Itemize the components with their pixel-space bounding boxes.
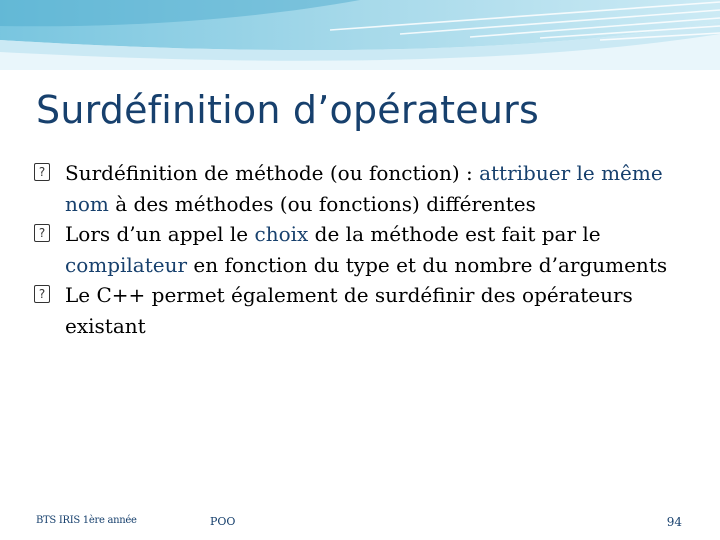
bullet-text: Surdéfinition de méthode (ou fonction) :: [65, 161, 480, 185]
highlight-text: attribuer le même nom: [65, 161, 663, 216]
bullet-text: Le C++ permet également de surdéfinir des opérateurs existant: [65, 283, 633, 338]
bullet-item: [34, 280, 694, 341]
bullet-text: de la méthode est fait par le: [308, 222, 601, 246]
bullet-item: [34, 158, 694, 219]
bullet-icon: ?: [34, 285, 50, 303]
decorative-header-band: [0, 0, 720, 70]
bullet-text: en fonction du type et du nombre d’arguments: [187, 252, 668, 277]
bullet-text: à des méthodes (ou fonctions) différentes: [108, 191, 536, 216]
footer-subject: POO: [210, 515, 236, 528]
bullet-text: Lors d’un appel le: [65, 222, 255, 246]
bullet-list: [34, 158, 694, 341]
bullet-icon: ?: [34, 224, 50, 242]
footer-course: BTS IRIS 1ère année: [36, 515, 137, 526]
highlight-text: choix: [254, 222, 309, 246]
bullet-icon: ?: [34, 163, 50, 181]
bullet-item: [34, 219, 694, 280]
page-number: 94: [666, 515, 682, 529]
slide-title: Surdéfinition d’opérateurs: [36, 88, 539, 132]
highlight-text: compilateur: [65, 252, 188, 277]
